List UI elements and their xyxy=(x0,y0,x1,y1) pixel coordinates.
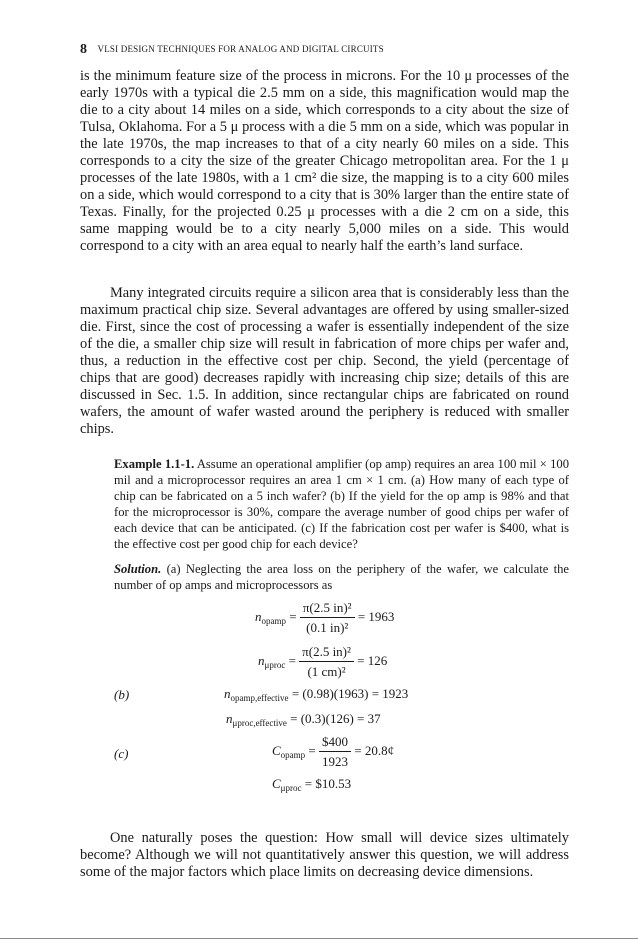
eq5-fraction xyxy=(319,734,351,770)
solution-label: Solution. xyxy=(114,562,162,576)
eq2-result: = 126 xyxy=(357,652,388,668)
eq5-result: = 20.8¢ xyxy=(354,742,395,758)
eq2-denominator: (1 cm)² xyxy=(307,664,346,679)
eq5-subscript: opamp xyxy=(280,749,306,760)
part-b-label: (b) xyxy=(114,687,130,702)
eq3-variable: n xyxy=(224,686,231,701)
equation-opamp-cost: $C_{opamp}$ = $\frac{\$400}{1923}$ = 20.8¢ xyxy=(272,734,395,769)
solution-text: (a) Neglecting the area loss on the periphery of the wafer, we calculate the number of op amps and microprocessors as xyxy=(114,562,569,592)
eq2-variable: n xyxy=(258,652,265,668)
body-paragraph-3: One naturally poses the question: How small will device sizes ultimately become? Although we will not quantitatively answer this question, we will address some of the major factors which place limits on decreasing device dimensions. xyxy=(80,830,569,881)
eq3-rhs: = (0.98)(1963) = 1923 xyxy=(291,686,409,701)
page-bottom-rule xyxy=(0,938,638,939)
eq6-variable: C xyxy=(272,776,281,791)
body-paragraph-2: Many integrated circuits require a silicon area that is considerably less than the maximum practical chip size. Several advantages are offered by using smaller-sized die. First, since the cost of processing a wafer is essentially independent of the size of the die, a smaller chip size will result in fabrication of more chips per wafer and, thus, a reduction in the effective cost per chip. Second, the yield (percentage of chips that are good) decreases rapidly with increasing chip size; details of this are discussed in Sec. 1.5. In addition, since rectangular chips are fabricated on round wafers, the amount of wafer wasted around the periphery is reduced with smaller chips. xyxy=(80,285,569,438)
eq4-subscript: μproc,effective xyxy=(232,718,287,728)
solution-block xyxy=(114,561,569,593)
eq6-rhs: = $10.53 xyxy=(304,776,352,791)
page-number: 8 xyxy=(80,42,88,57)
eq5-variable: C xyxy=(272,742,281,758)
eq1-numerator: π(2.5 in)² xyxy=(300,600,355,618)
eq6-subscript: μproc xyxy=(280,783,302,793)
eq5-denominator: 1923 xyxy=(322,754,349,769)
eq2-numerator: π(2.5 in)² xyxy=(299,644,354,662)
eq1-variable: n xyxy=(255,608,262,624)
eq3-subscript: opamp,effective xyxy=(230,693,289,703)
body-paragraph-1: is the minimum feature size of the process in microns. For the 10 μ processes of the early 1970s with a typical die 2.5 mm on a side, this magnification would map the die to a city about 14 miles on a side, which corresponds to a city about the size of Tulsa, Oklahoma. For a 5 μ process with a die 5 mm on a side, which was popular in the late 1970s, the map increases to that of a city nearly 60 miles on a side. This corresponds to a city the size of the greater Chicago metropolitan area. For the 1 μ processes of the late 1980s, with a 1 cm² die size, the mapping is to a city 600 miles on a side, which would correspond to a city that is 30% larger than the entire state of Texas. Finally, for the projected 0.25 μ processes with a die 2 cm on a side, this same mapping would be to a city nearly 5,000 miles on a side. This would correspond to a city with an area equal to nearly half the earth’s land surface. xyxy=(80,68,569,255)
example-text: Assume an operational amplifier (op amp) requires an area 100 mil × 100 mil and a microprocessor requires an area 1 cm × 1 cm. (a) How many of each type of chip can be fabricated on a 5 inch wafer? (b) If the yield for the op amp is 98% and that for the microprocessor is 30%, compare the average number of good chips per wafer of each device that can be anticipated. (c) If the fabrication cost per wafer is $400, what is the effective cost per good chip for each device? xyxy=(114,457,569,551)
eq4-rhs: = (0.3)(126) = 37 xyxy=(290,711,381,726)
running-header xyxy=(80,42,580,58)
equation-opamp-effective xyxy=(224,686,408,703)
running-title: VLSI DESIGN TECHNIQUES FOR ANALOG AND DIGITAL CIRCUITS xyxy=(97,44,384,54)
equation-uproc-cost xyxy=(272,776,351,793)
example-block xyxy=(114,456,569,552)
eq5-numerator: $400 xyxy=(319,734,351,752)
eq1-denominator: (0.1 in)² xyxy=(306,620,349,635)
equation-opamp-count: $n_{opamp}$ = $\frac{\text{π(2.5 in)²}}{\text{(0.1 in)²}}$ = 1963 xyxy=(255,600,395,635)
example-label: Example 1.1-1. xyxy=(114,457,195,471)
part-c-label: (c) xyxy=(114,746,129,761)
eq1-subscript: opamp xyxy=(261,615,286,626)
eq1-result: = 1963 xyxy=(357,608,395,624)
eq1-fraction xyxy=(300,600,355,636)
eq2-subscript: μproc xyxy=(264,659,286,670)
equation-uproc-effective xyxy=(226,711,381,728)
equation-uproc-count: $n_{\mu proc}$ = $\frac{\text{π(2.5 in)²}}{\text{(1 cm)²}}$ = 126 xyxy=(258,644,388,679)
eq4-variable: n xyxy=(226,711,233,726)
eq2-fraction xyxy=(299,644,354,680)
